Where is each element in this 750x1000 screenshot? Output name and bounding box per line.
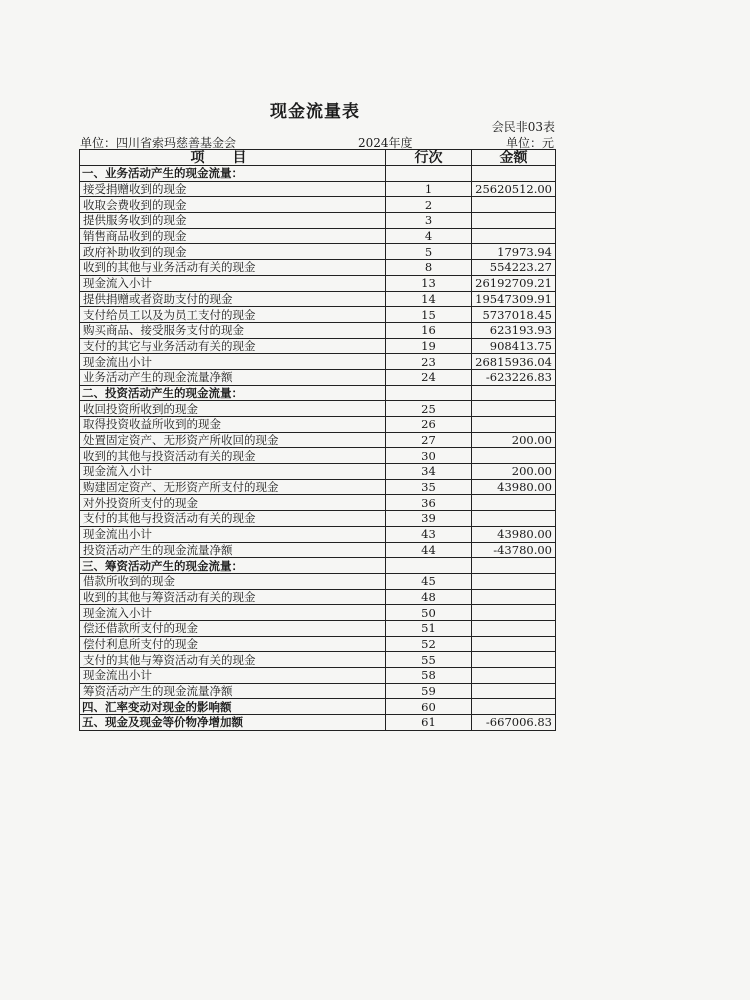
row-amount [472, 605, 556, 621]
row-line-number: 48 [386, 589, 472, 605]
table-row [80, 354, 556, 370]
page-title: 现金流量表 [270, 102, 360, 122]
table-header-row [80, 150, 556, 166]
row-item-label: 业务活动产生的现金流量净额 [80, 369, 386, 385]
row-line-number: 30 [386, 448, 472, 464]
row-line-number: 13 [386, 275, 472, 291]
row-amount: 200.00 [472, 432, 556, 448]
row-line-number: 25 [386, 401, 472, 417]
row-amount: 200.00 [472, 464, 556, 480]
row-item-label: 三、筹资活动产生的现金流量： [80, 558, 386, 574]
reporting-period: 2024年度 [358, 136, 413, 150]
row-line-number: 14 [386, 291, 472, 307]
table-row [80, 620, 556, 636]
row-line-number [386, 166, 472, 182]
table-row [80, 683, 556, 699]
row-line-number: 44 [386, 542, 472, 558]
row-amount: 5737018.45 [472, 307, 556, 323]
row-amount [472, 620, 556, 636]
table-row [80, 197, 556, 213]
row-amount [472, 558, 556, 574]
row-amount: 908413.75 [472, 338, 556, 354]
row-item-label: 提供捐赠或者资助支付的现金 [80, 291, 386, 307]
row-item-label: 收到的其他与筹资活动有关的现金 [80, 589, 386, 605]
table-row [80, 542, 556, 558]
table-row [80, 715, 556, 731]
table-row [80, 605, 556, 621]
row-amount [472, 197, 556, 213]
row-line-number: 24 [386, 369, 472, 385]
row-line-number: 43 [386, 526, 472, 542]
table-row [80, 385, 556, 401]
row-line-number: 23 [386, 354, 472, 370]
table-row [80, 228, 556, 244]
row-item-label: 二、投资活动产生的现金流量： [80, 385, 386, 401]
row-line-number: 2 [386, 197, 472, 213]
row-item-label: 偿还借款所支付的现金 [80, 620, 386, 636]
row-amount [472, 385, 556, 401]
table-row [80, 213, 556, 229]
table-row [80, 573, 556, 589]
row-item-label: 四、汇率变动对现金的影响额 [80, 699, 386, 715]
row-amount [472, 448, 556, 464]
row-item-label: 投资活动产生的现金流量净额 [80, 542, 386, 558]
header-amount: 金额 [472, 150, 556, 166]
row-line-number: 52 [386, 636, 472, 652]
row-amount: -623226.83 [472, 369, 556, 385]
table-row [80, 166, 556, 182]
row-item-label: 现金流入小计 [80, 605, 386, 621]
table-row [80, 401, 556, 417]
row-amount: 554223.27 [472, 260, 556, 276]
row-item-label: 销售商品收到的现金 [80, 228, 386, 244]
table-row [80, 181, 556, 197]
row-line-number: 60 [386, 699, 472, 715]
row-amount [472, 668, 556, 684]
row-line-number [386, 558, 472, 574]
row-item-label: 一、业务活动产生的现金流量： [80, 166, 386, 182]
row-line-number: 36 [386, 495, 472, 511]
table-row [80, 322, 556, 338]
row-amount: 19547309.91 [472, 291, 556, 307]
row-amount [472, 636, 556, 652]
currency-unit: 单位：元 [505, 136, 554, 150]
row-amount [472, 166, 556, 182]
row-item-label: 提供服务收到的现金 [80, 213, 386, 229]
row-amount [472, 511, 556, 527]
row-item-label: 支付的其它与业务活动有关的现金 [80, 338, 386, 354]
row-line-number: 50 [386, 605, 472, 621]
row-item-label: 现金流入小计 [80, 464, 386, 480]
row-item-label: 现金流出小计 [80, 354, 386, 370]
table-row [80, 244, 556, 260]
row-item-label: 收取会费收到的现金 [80, 197, 386, 213]
table-row [80, 417, 556, 433]
row-amount [472, 573, 556, 589]
row-amount: 17973.94 [472, 244, 556, 260]
table-row [80, 526, 556, 542]
row-line-number: 15 [386, 307, 472, 323]
row-amount: 26815936.04 [472, 354, 556, 370]
row-amount [472, 495, 556, 511]
row-line-number: 1 [386, 181, 472, 197]
table-row [80, 448, 556, 464]
row-item-label: 处置固定资产、无形资产所收回的现金 [80, 432, 386, 448]
cash-flow-table [79, 149, 556, 731]
header-item: 项目 [80, 150, 386, 166]
table-row [80, 511, 556, 527]
row-amount: -667006.83 [472, 715, 556, 731]
row-amount [472, 683, 556, 699]
row-amount [472, 228, 556, 244]
table-row [80, 464, 556, 480]
row-line-number: 45 [386, 573, 472, 589]
row-amount: -43780.00 [472, 542, 556, 558]
row-line-number: 8 [386, 260, 472, 276]
row-item-label: 支付的其他与筹资活动有关的现金 [80, 652, 386, 668]
row-line-number: 34 [386, 464, 472, 480]
table-row [80, 338, 556, 354]
row-item-label: 购买商品、接受服务支付的现金 [80, 322, 386, 338]
row-item-label: 收到的其他与投资活动有关的现金 [80, 448, 386, 464]
reporting-organization: 单位：四川省索玛慈善基金会 [80, 136, 237, 150]
table-row [80, 558, 556, 574]
row-item-label: 现金流出小计 [80, 668, 386, 684]
row-amount [472, 401, 556, 417]
row-amount [472, 652, 556, 668]
row-item-label: 筹资活动产生的现金流量净额 [80, 683, 386, 699]
row-line-number: 58 [386, 668, 472, 684]
row-line-number: 51 [386, 620, 472, 636]
row-amount: 25620512.00 [472, 181, 556, 197]
row-amount [472, 699, 556, 715]
row-line-number: 61 [386, 715, 472, 731]
table-row [80, 668, 556, 684]
row-amount: 26192709.21 [472, 275, 556, 291]
row-item-label: 收回投资所收到的现金 [80, 401, 386, 417]
row-line-number: 55 [386, 652, 472, 668]
table-row [80, 369, 556, 385]
table-row [80, 275, 556, 291]
row-amount: 43980.00 [472, 526, 556, 542]
row-amount: 43980.00 [472, 479, 556, 495]
row-line-number: 19 [386, 338, 472, 354]
row-line-number: 27 [386, 432, 472, 448]
row-line-number: 35 [386, 479, 472, 495]
table-row [80, 652, 556, 668]
row-item-label: 购建固定资产、无形资产所支付的现金 [80, 479, 386, 495]
row-item-label: 取得投资收益所收到的现金 [80, 417, 386, 433]
table-row [80, 636, 556, 652]
row-item-label: 对外投资所支付的现金 [80, 495, 386, 511]
row-item-label: 借款所收到的现金 [80, 573, 386, 589]
table-row [80, 495, 556, 511]
row-item-label: 支付的其他与投资活动有关的现金 [80, 511, 386, 527]
row-item-label: 接受捐赠收到的现金 [80, 181, 386, 197]
row-item-label: 收到的其他与业务活动有关的现金 [80, 260, 386, 276]
row-item-label: 现金流出小计 [80, 526, 386, 542]
report-meta [80, 134, 554, 150]
row-item-label: 政府补助收到的现金 [80, 244, 386, 260]
row-line-number: 5 [386, 244, 472, 260]
row-amount [472, 417, 556, 433]
row-item-label: 五、现金及现金等价物净增加额 [80, 715, 386, 731]
row-item-label: 现金流入小计 [80, 275, 386, 291]
table-row [80, 589, 556, 605]
row-line-number: 16 [386, 322, 472, 338]
header-line: 行次 [386, 150, 472, 166]
form-code: 会民非03表 [491, 120, 555, 134]
row-amount: 623193.93 [472, 322, 556, 338]
table-row [80, 432, 556, 448]
row-line-number: 4 [386, 228, 472, 244]
row-amount [472, 589, 556, 605]
row-item-label: 偿付利息所支付的现金 [80, 636, 386, 652]
row-line-number: 3 [386, 213, 472, 229]
table-row [80, 291, 556, 307]
row-line-number: 26 [386, 417, 472, 433]
row-line-number: 59 [386, 683, 472, 699]
table-row [80, 699, 556, 715]
row-line-number: 39 [386, 511, 472, 527]
row-line-number [386, 385, 472, 401]
row-item-label: 支付给员工以及为员工支付的现金 [80, 307, 386, 323]
table-row [80, 479, 556, 495]
row-amount [472, 213, 556, 229]
table-row [80, 307, 556, 323]
table-row [80, 260, 556, 276]
